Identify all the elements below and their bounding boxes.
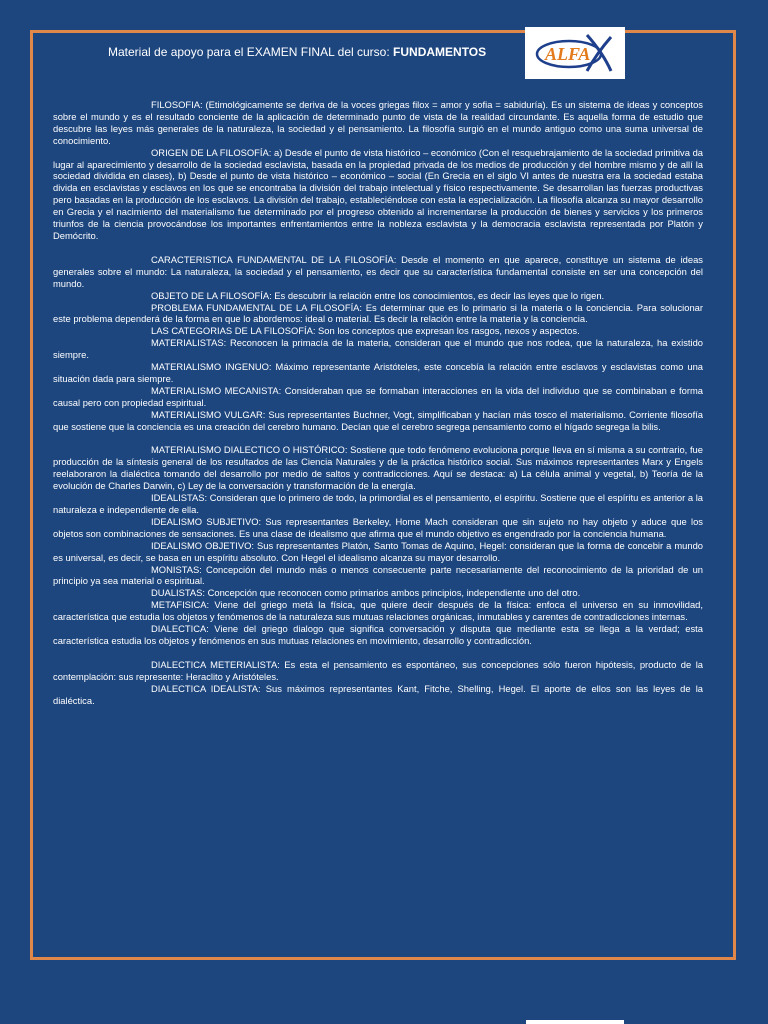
course-name: FUNDAMENTOS [393, 45, 487, 59]
paragraph-dialectica: DIALECTICA: Viene del griego dialogo que significa conversación y disputa que mediante esta se llega a la verdad; esta característica estudia los objetos y fenómenos en sus mutuas relaciones en movimiento, desarrollo y contradicción. [53, 623, 703, 646]
paragraph-filosofia: FILOSOFIA: (Etimológicamente se deriva de la voces griegas filox = amor y sofia = sabiduría). Es un sistema de ideas y conceptos sobre el mundo y es el resultado conciente de la aplicación de determinado punto de vista de la realidad circundante. Es aquella forma de estudio que descubre las leyes más generales de la naturaleza, la sociedad y el pensamiento. La filosofía surgió en el mundo antiguo como una suma universal de conocimiento. [53, 99, 703, 146]
paragraph-idealistas: IDEALISTAS: Consideran que lo primero de todo, la primordial es el pensamiento, el espíritu. Sostiene que el espíritu es anterior a la naturaleza e independiente de ella. [53, 492, 703, 515]
paragraph-idealismo-objetivo: IDEALISMO OBJETIVO: Sus representantes Platón, Santo Tomas de Aquino, Hegel: consideran que la forma de concebir a mundo es universal, es decir, se basa en un espíritu absoluto. Con Hegel el idealismo alcanza su mayor desarrollo. [53, 539, 703, 563]
paragraph-materialismo-ingenuo: MATERIALISMO INGENUO: Máximo representante Aristóteles, este concebía la relación entre esclavos y esclavistas como una situación dada para siempre. [53, 361, 703, 384]
paragraph-materialismo-dialectico: MATERIALISMO DIALECTICO O HISTÓRICO: Sostiene que todo fenómeno evoluciona porque lleva en sí misma a su contrario, fue producción de la síntesis general de los resultados de las Ciencia Naturales y de la práctica histórico social. Sus máximos representantes Marx y Engels reelaboraron la dialéctica tomando del desarrollo por medio de saltos y contradicciones. Aquí se destaca: a) La célula animal y vegetal, b) Teoría de la evolución de Charles Darwin, c) Ley de la conversación y transformación de la energía. [53, 444, 703, 492]
page-title [108, 45, 486, 59]
title-prefix: Material de apoyo para el EXAMEN FINAL del curso: [108, 45, 394, 59]
alfa-logo-graphic [525, 27, 625, 79]
paragraph-idealismo-subjetivo: IDEALISMO SUBJETIVO: Sus representantes Berkeley, Home Mach consideran que sin sujeto no hay objeto y aduce que los objetos son combinaciones de sensaciones. Es una clase de idealismo que afirma que el mundo objetivo es engendrado por la conciencia humana. [53, 515, 703, 539]
next-page-edge [526, 1020, 624, 1024]
paragraph-materialismo-mecanista: MATERIALISMO MECANISTA: Consideraban que se formaban interacciones en la vida del individuo que se combinaban e forma causal pero con propiedad espiritual. [53, 384, 703, 408]
paragraph-metafisica: METAFISICA: Viene del griego metá la física, que quiere decir después de la física: enfoca el universo en su inmovilidad, característica que estudia los objetos y fenómenos de la naturaleza sus mutuas relaciones orgánicas, inmutables y carentes de contradicciones internas. [53, 599, 703, 623]
paragraph-origen: ORIGEN DE LA FILOSOFÍA: a) Desde el punto de vista histórico – económico (Con el resquebrajamiento de la sociedad primitiva da lugar al aparecimiento y desarrollo de la sociedad esclavista, basada en la propiedad privada de los medios de producción y del hombre mismo y de allí la sociedad dividida en clases), b) Desde el punto de vista histórico – económico – social (En Grecia en el siglo VI antes de nuestra era la sociedad estaba divida en esclavistas y esclavos en los que se encontraba la división del trabajo intelectual y físico respectivamente. Se desarrollan las fuerzas productivas pero basadas en la producción de los esclavos. La división del trabajo, estableciéndose con esta la especialización. La filosofía alcanza su mayor desarrollo en Grecia y el nacimiento del materialismo fue determinado por el progreso obtenido al incrementarse la producción de bienes y servicios y los primeros triunfos de la ciencia provocándose los importantes enfrentamientos entre la nobleza esclavista y la democracia esclavista representada por Platón y Demócrito. [53, 146, 703, 241]
paragraph-problema: PROBLEMA FUNDAMENTAL DE LA FILOSOFÍA: Es determinar que es lo primario si la materia o la conciencia. Para solucionar este problema dependerá de la forma en que lo abordemos: ideal o material. Es decir la relación entre la materia y la conciencia. [53, 301, 703, 325]
paragraph-categorias: LAS CATEGORIAS DE LA FILOSOFÍA: Son los conceptos que expresan los rasgos, nexos y aspectos. [151, 325, 580, 337]
document-body [53, 99, 703, 707]
paragraph-dialectica-materialista: DIALECTICA METERIALISTA: Es esta el pensamiento es espontáneo, sus concepciones sólo fueron hipótesis, producto de la contemplación: sus represente: Heraclito y Aristóteles. [53, 658, 703, 682]
paragraph-dualistas: DUALISTAS: Concepción que reconocen como primarios ambos principios, independiente uno del otro. [151, 587, 581, 599]
paragraph-materialistas: MATERIALISTAS: Reconocen la primacía de la materia, consideran que el mundo que nos rodea, que la naturaleza, ha existido siempre. [53, 337, 703, 361]
paragraph-caracteristica: CARACTERISTICA FUNDAMENTAL DE LA FILOSOFÍA: Desde el momento en que aparece, constituye un sistema de ideas generales sobre el mundo: La naturaleza, la sociedad y el pensamiento, es decir que su característica fundamental consiste en ser una concepción del mundo. [53, 253, 703, 289]
paragraph-materialismo-vulgar: MATERIALISMO VULGAR: Sus representantes Buchner, Vogt, simplificaban y hacían más tosco el materialismo. Corriente filosofía que sostiene que la conciencia es una creación del cerebro humano. Decían que el cerebro segrega pensamiento como el hígado segrega la bilis. [53, 408, 703, 432]
paragraph-objeto: OBJETO DE LA FILOSOFÍA: Es descubrir la relación entre los conocimientos, es decir las leyes que lo rigen. [151, 289, 605, 301]
paragraph-monistas: MONISTAS: Concepción del mundo más o menos consecuente parte necesariamente del reconocimiento de la prioridad de un principio ya sea material o espiritual. [53, 563, 703, 587]
alfa-logo [525, 27, 625, 79]
paragraph-dialectica-idealista: DIALECTICA IDEALISTA: Sus máximos representantes Kant, Fitche, Shelling, Hegel. El aporte de ellos son las leyes de la dialéctica. [53, 682, 703, 706]
logo-text: ALFA [545, 44, 591, 64]
